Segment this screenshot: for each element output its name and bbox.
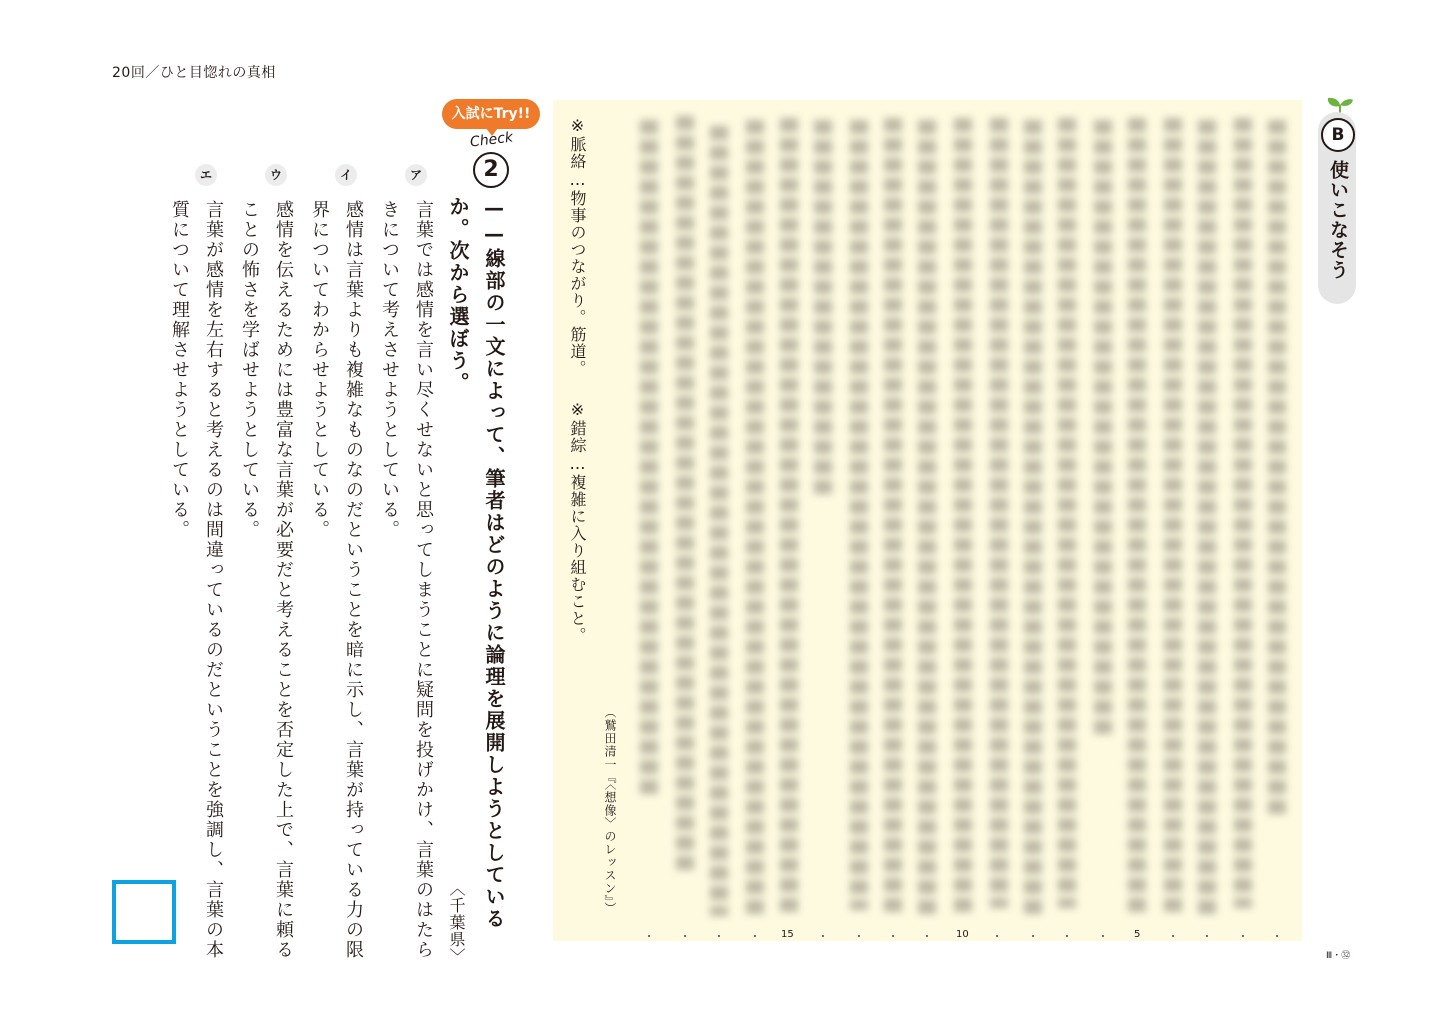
line-dot	[822, 935, 824, 937]
line-dot	[754, 935, 756, 937]
line-dot	[892, 935, 894, 937]
blurred-text-column	[780, 118, 798, 918]
blurred-text-column	[884, 118, 902, 918]
blurred-text-column	[1268, 120, 1286, 820]
choice-mark-u: ウ	[265, 164, 287, 186]
try-badge: 入試にTry!!	[442, 99, 540, 129]
blurred-text-column	[1024, 120, 1042, 920]
choice-text-a[interactable]: 言葉では感情を言い尽くせないと思ってしまうことに疑問を投げかけ、言葉のはたらきについて考えさせようとしている。	[379, 200, 434, 960]
blurred-text-column	[1058, 118, 1076, 908]
line-dot	[858, 935, 860, 937]
blurred-text-column	[746, 120, 764, 920]
blurred-text-column	[954, 118, 972, 918]
blurred-text-column	[710, 126, 728, 916]
line-dot	[1172, 935, 1174, 937]
line-dot	[1242, 935, 1244, 937]
line-dot	[1032, 935, 1034, 937]
line-dot	[926, 935, 928, 937]
blurred-text-column	[814, 120, 832, 500]
check-number: 2	[473, 152, 509, 188]
choice-mark-a: ア	[405, 164, 427, 186]
blurred-text-column	[918, 120, 936, 920]
blurred-text-column	[1128, 118, 1146, 918]
line-number-15: 15	[781, 929, 794, 940]
passage-credit: （鷲田清一『〈想像〉のレッスン』）	[603, 706, 617, 915]
blurred-text-column	[1164, 118, 1182, 918]
question-source: 〈千葉県〉	[447, 880, 466, 965]
choice-mark-e: エ	[195, 164, 217, 186]
page-header: 20回／ひと目惚れの真相	[112, 65, 276, 81]
blurred-text-column	[640, 120, 658, 800]
line-dot	[1206, 935, 1208, 937]
note-sakusou: ※錯綜…複雑に入り組むこと。	[568, 400, 587, 644]
line-dot	[1066, 935, 1068, 937]
section-letter: B	[1321, 118, 1355, 152]
line-dot	[1276, 935, 1278, 937]
page-number: Ⅲ・㉜	[1326, 951, 1351, 961]
choice-text-i[interactable]: 感情は言葉よりも複雑なものなのだということを暗に示し、言葉が持っている力の限界についてわからせようとしている。	[309, 200, 364, 960]
section-title: 使いこなそう	[1327, 160, 1349, 280]
choice-mark-i: イ	[335, 164, 357, 186]
line-dot	[648, 935, 650, 937]
choice-text-e[interactable]: 言葉が感情を左右すると考えるのは間違っているのだということを強調し、言葉の本質について理解させようとしている。	[169, 200, 224, 960]
blurred-text-column	[990, 118, 1008, 908]
answer-box[interactable]	[112, 880, 176, 944]
line-dot	[996, 935, 998, 937]
blurred-text-column	[1234, 118, 1252, 908]
question-prompt: ——線部の一文によって、筆者はどのように論理を展開しようとしているか。次から選ぼう。	[446, 196, 506, 930]
line-number-5: 5	[1134, 929, 1141, 940]
line-dot	[718, 935, 720, 937]
check-label: Check	[469, 129, 514, 151]
blurred-text-column	[676, 116, 694, 876]
line-dot	[684, 935, 686, 937]
line-dot	[1102, 935, 1104, 937]
line-number-10: 10	[956, 929, 969, 940]
note-myakuraku: ※脈絡…物事のつながり。筋道。	[568, 116, 587, 377]
blurred-text-column	[1094, 120, 1112, 740]
blurred-text-column	[1198, 120, 1216, 920]
choice-text-u[interactable]: 感情を伝えるためには豊富な言葉が必要だと考えることを否定した上で、言葉に頼ることの怖さを学ばせようとしている。	[239, 200, 294, 960]
blurred-text-column	[850, 120, 868, 910]
